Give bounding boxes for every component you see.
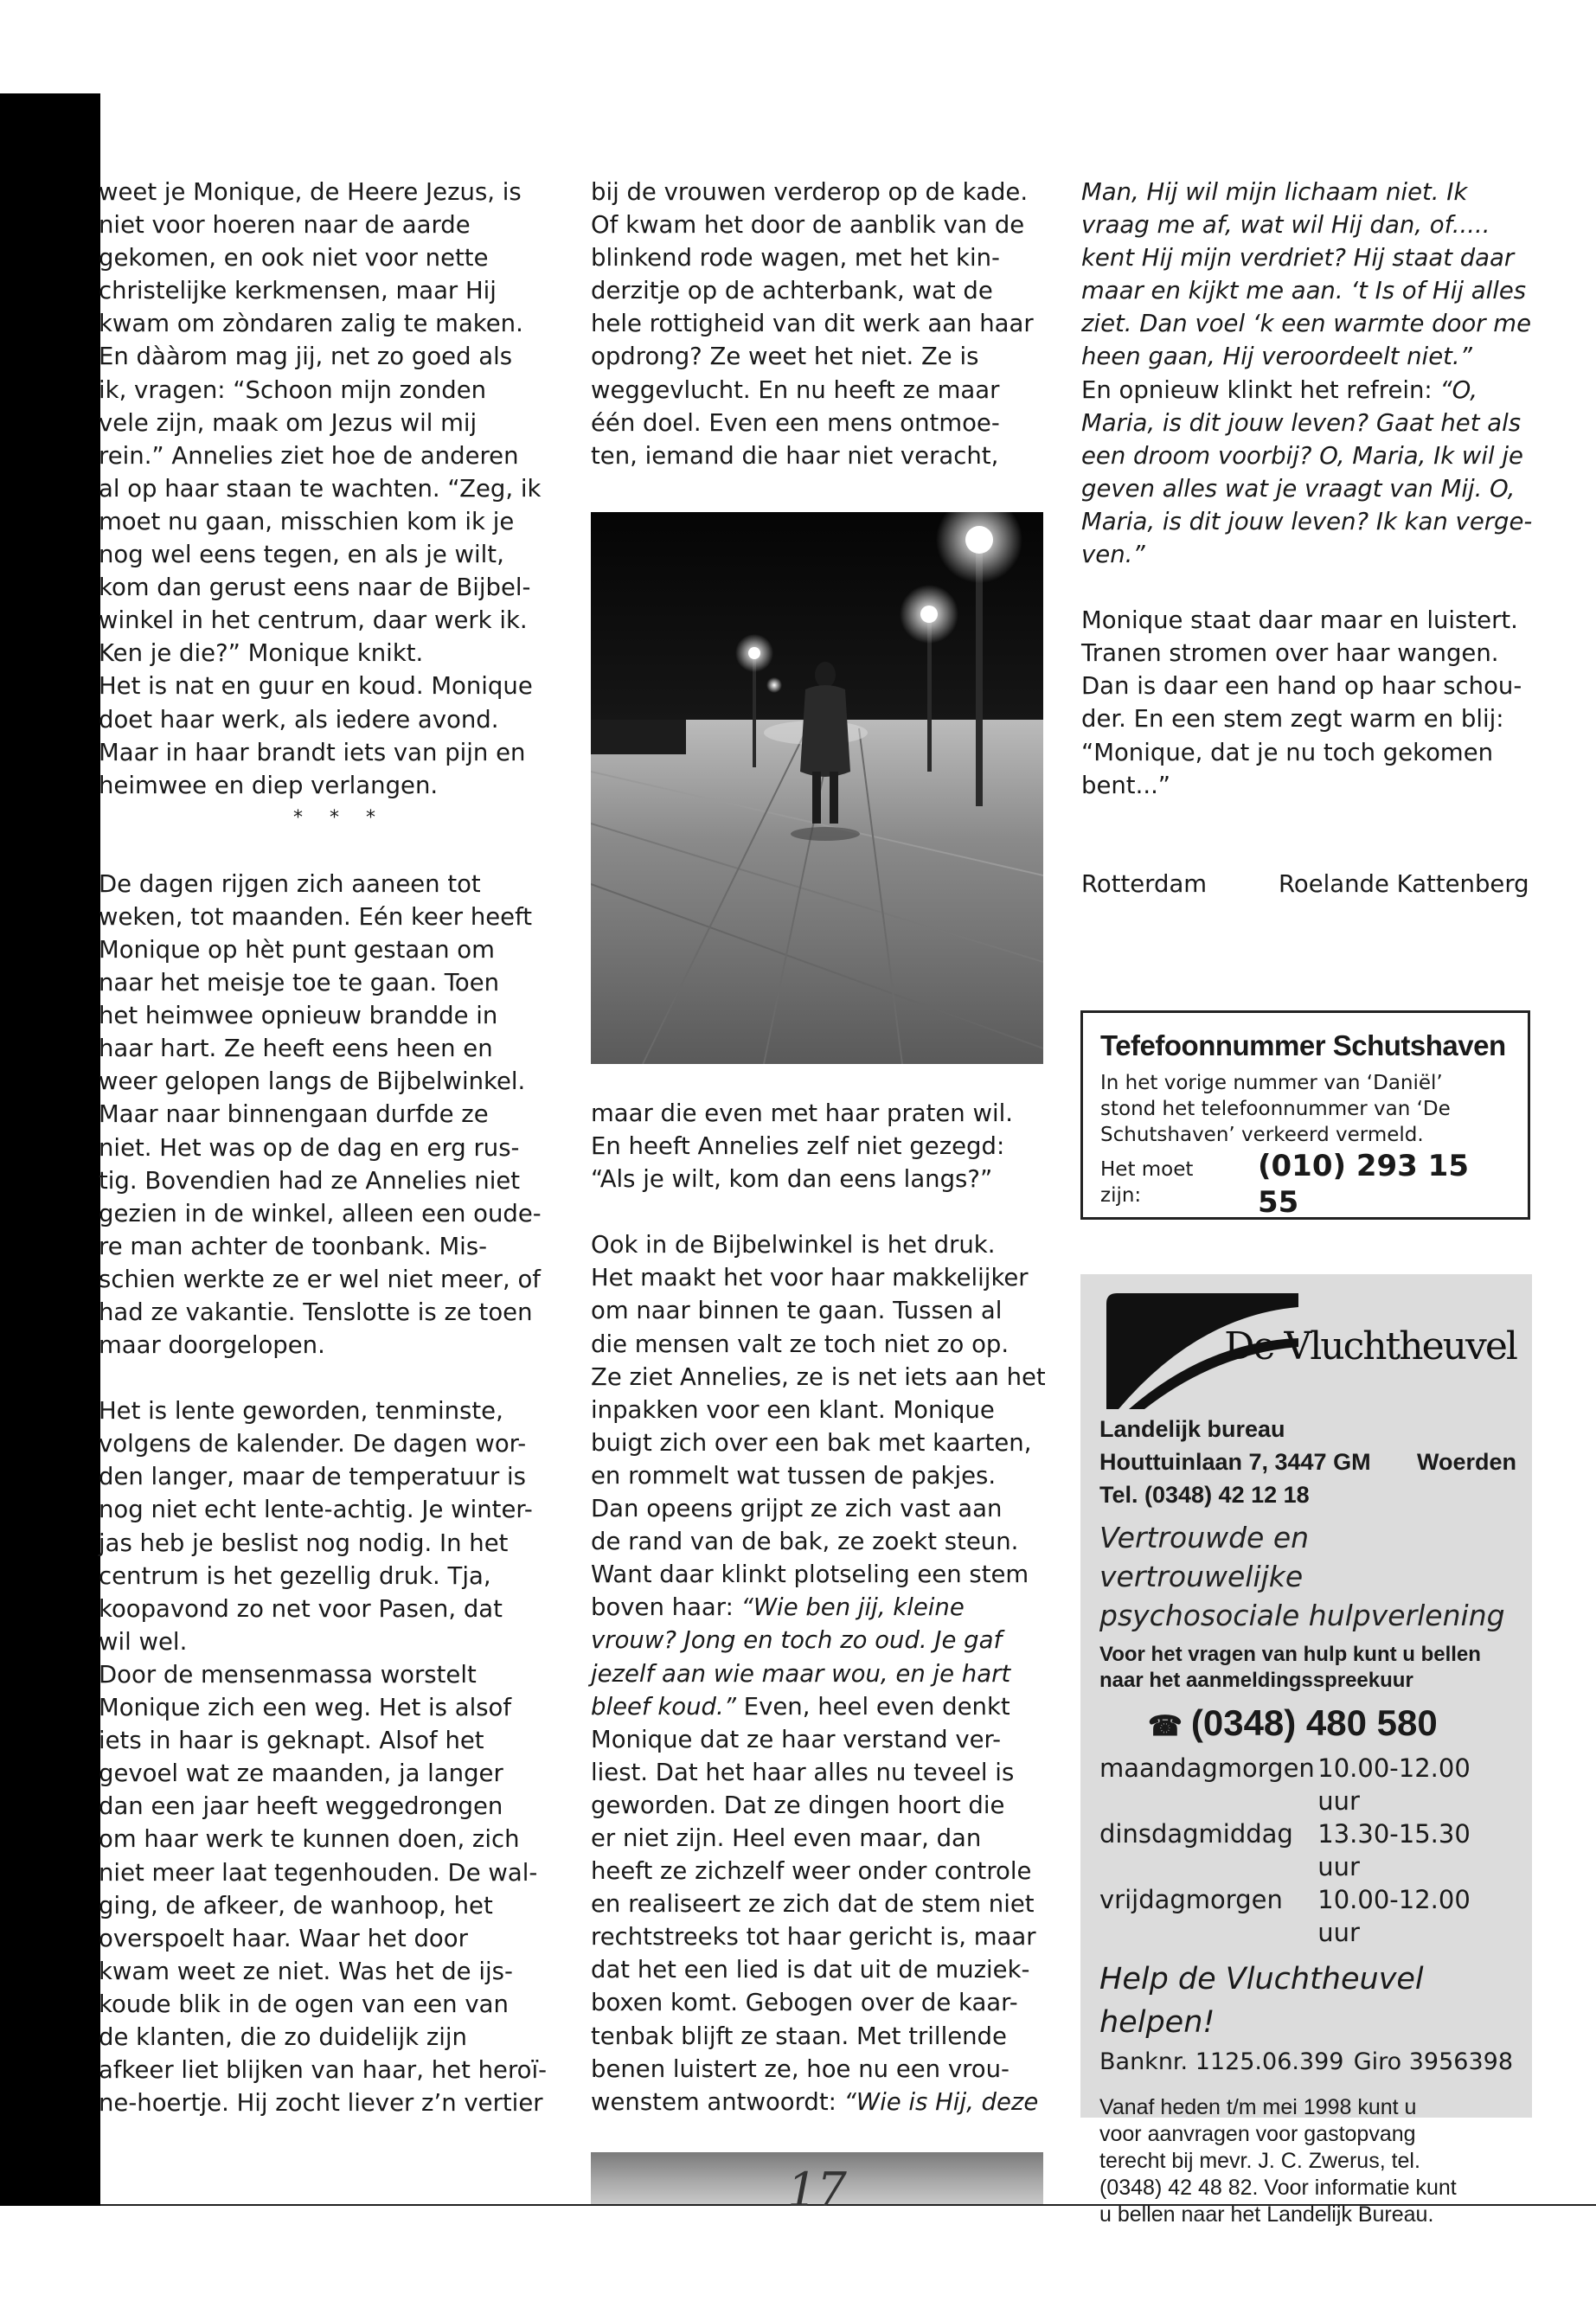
helpline-phone <box>1093 1697 1520 1752</box>
article-column-1 <box>99 176 566 2119</box>
page-number-tab <box>591 2152 1043 2217</box>
text-run: Even, heel even denkt Monique dat ze haar verstand ver- liest. Dat het haar alles nu teveel is geworden. Dat ze dingen hoort die er niet zijn. Heel even maar, dan heeft ze zichzelf weer onder controle en realiseert ze zich dat de stem niet rechtstreeks tot haar gericht is, maar dat het een lied is dat uit de muziek- boxen komt. Gebogen over de kaar- tenbak blijft ze staan. Met trillende benen luistert ze, hoe nu een vrou- wenstem antwoordt: <box>591 1692 1036 2116</box>
hours-row: vrijdagmorgen 10.00-12.00 uur <box>1099 1885 1471 1947</box>
article-column-3 <box>1081 176 1540 802</box>
article-author: Roelande Kattenberg <box>1279 870 1529 898</box>
article-column-2-top <box>591 176 1051 472</box>
phone-correction-box <box>1080 1010 1530 1220</box>
vluchtheuvel-advertisement <box>1080 1274 1532 2227</box>
song-lyrics: “Wie ben jij, kleine vrouw? Jong en toch zo oud. Je gaf jezelf aan wie maar wou, en je hart bleef koud.” <box>591 1593 1011 1721</box>
song-lyrics: “O, Maria, is dit jouw leven? Gaat het als een droom voorbij? O, Maria, Ik wil je geven alles wat je vraagt van Mij. O, Maria, is dit jouw leven? Ik kan verge- ven.” <box>1081 375 1533 569</box>
article-paragraph: bij de vrouwen verderop op de kade. Of kwam het door de aanblik van de blinkend rode wagen, met het kin- derzitje op de achterbank, wat de hele rottigheid van dit werk aan haar opdrong? Ze weet het niet. Ze is weggevlucht. En nu heeft ze maar één doel. Even een mens ontmoe- ten, iemand die haar niet veracht, <box>591 178 1034 470</box>
article-paragraph: Het is lente geworden, tenminste, volgens de kalender. De dagen wor- den langer, maar de temperatuur is nog niet echt lente-achtig. Je winter- jas heb je beslist nog nodig. In het centrum is het gezellig druk. Tja, koopavond zo net voor Pasen, dat wil wel. Door de mensenmassa worstelt Monique zich een weg. Het is alsof iets in haar is geknapt. Alsof het gevoel wat ze maanden, ja langer dan een jaar heeft weggedrongen om haar werk te kunnen doen, zich niet meer laat tegenhouden. De wal- ging, de afkeer, de wanhoop, het overspoelt haar. Waar het door kwam weet ze niet. Was het de ijs- koude blik in de ogen van een van de klanten, die zo duidelijk zijn afkeer liet blijken van haar, het heroï- ne-hoertje. Hij zocht liever z’n vertier <box>99 1397 548 2118</box>
address-street: Houttuinlaan 7, 3447 GM <box>1099 1449 1371 1475</box>
song-lyrics: “Wie is Hij, deze <box>843 2087 1039 2116</box>
page-edge-black-bar <box>0 93 100 2206</box>
article-paragraph <box>1081 176 1540 571</box>
article-place: Rotterdam <box>1081 870 1208 898</box>
giro-number: Giro 3956398 <box>1353 2048 1513 2075</box>
photo-illustration <box>591 512 1043 1064</box>
article-paragraph: maar die even met haar praten wil. En heeft Annelies zelf niet gezegd: “Als je wilt, kom dan eens langs?” <box>591 1099 1013 1194</box>
ad-call-text: Voor het vragen van hulp kunt u bellen naar het aanmeldingsspreekuur <box>1099 1643 1481 1692</box>
ad-notice: Vanaf heden t/m mei 1998 kunt u voor aanvragen voor gastopvang terecht bij mevr. J. C. Zwerus, tel. (0348) 42 48 82. Voor informatie kunt u bellen naar het Landelijk Bureau. <box>1099 2095 1457 2227</box>
phone-box-number: (010) 293 15 55 <box>1257 1149 1469 1220</box>
ad-slogan: Help de Vluchtheuvel helpen! <box>1099 1962 1424 2040</box>
bureau-address <box>1093 1445 1520 1478</box>
address-city: Woerden <box>1416 1449 1516 1475</box>
night-street-photo <box>591 512 1043 1064</box>
logo-name: De Vluchtheuvel <box>1224 1324 1516 1368</box>
article-column-2-bottom <box>591 1097 1051 2118</box>
phone-icon: ☎ <box>1148 1710 1183 1741</box>
phone-box-row <box>1100 1148 1510 1221</box>
bank-details <box>1093 2046 1520 2079</box>
article-paragraph: Monique staat daar maar en luistert. Tranen stromen over haar wangen. Dan is daar een hand op haar schou- der. En een stem zegt warm en blij: “Monique, dat je nu toch gekomen bent...” <box>1081 606 1522 799</box>
song-lyrics: Man, Hij wil mijn lichaam niet. Ik vraag me af, wat wil Hij dan, of..... kent Hij mijn verdriet? Hij staat daar maar en kijkt me aan. ‘t Is of Hij alles ziet. Dan voel ‘k een warmte door me heen gaan, Hij veroordeelt niet.” <box>1081 178 1532 371</box>
text-run: Ook in de Bijbelwinkel is het druk. Het maakt het voor haar makkelijker om naar binnen te gaan. Tussen al die mensen valt ze toch niet zo op. Ze ziet Annelies, ze is net iets aan het inpakken voor een klant. Monique buigt zich over een bak met kaarten, en rommelt wat tussen de pakjes. Dan opeens grijpt ze zich vast aan de rand van de bak, ze zoekt steun. Want daar klinkt plotseling een stem boven haar: <box>591 1231 1046 1622</box>
article-paragraph: weet je Monique, de Heere Jezus, is niet voor hoeren naar de aarde gekomen, en ook niet voor nette christelijke kerkmensen, maar Hij kwam om zòndaren zalig te maken. En dààrom mag jij, net zo goed als ik, vragen: “Schoon mijn zonden vele zijn, maak om Jezus wil mij rein.” Annelies ziet hoe de anderen al op haar staan te wachten. “Zeg, ik moet nu gaan, misschien kom ik je nog wel eens tegen, en als je wilt, kom dan gerust eens naar de Bijbel- winkel in het centrum, daar werk ik. Ken je die?” Monique knikt. Het is nat en guur en koud. Monique doet haar werk, als iedere avond. Maar in haar brandt iets van pijn en heimwee en diep verlangen. <box>99 178 542 799</box>
bureau-label: Landelijk bureau <box>1099 1416 1285 1442</box>
phone-box-title: Tefefoonnummer Schutshaven <box>1100 1029 1506 1061</box>
phone-box-label: Het moet zijn: <box>1100 1158 1194 1207</box>
hours-row: maandagmorgen 10.00-12.00 uur <box>1099 1753 1471 1816</box>
helpline-number: (0348) 480 580 <box>1190 1702 1438 1743</box>
bureau-phone: Tel. (0348) 42 12 18 <box>1099 1482 1310 1508</box>
vluchtheuvel-logo <box>1093 1274 1520 1413</box>
page-number: 17 <box>787 2163 847 2217</box>
article-paragraph <box>591 1228 1051 2118</box>
hours-row: dinsdagmiddag 13.30-15.30 uur <box>1099 1819 1471 1881</box>
opening-hours <box>1093 1752 1520 1949</box>
text-run: En opnieuw klinkt het refrein: <box>1081 375 1433 404</box>
ad-tagline: Vertrouwde en vertrouwelijke psychosociale hulpverlening <box>1099 1521 1505 1632</box>
bank-number: Banknr. 1125.06.399 <box>1099 2048 1344 2075</box>
section-separator: * * * <box>293 806 386 829</box>
article-paragraph: De dagen rijgen zich aaneen tot weken, tot maanden. Eén keer heeft Monique op hèt punt gestaan om naar het meisje toe te gaan. Toen het heimwee opnieuw brandde in haar hart. Ze heeft eens heen en weer gelopen langs de Bijbelwinkel. Maar naar binnengaan durfde ze niet. Het was op de dag en erg rus- tig. Bovendien had ze Annelies niet gezien in de winkel, alleen een oude- re man achter de toonbank. Mis- schien werkte ze er wel niet meer, of had ze vakantie. Tenslotte is ze toen maar doorgelopen. <box>99 869 542 1360</box>
phone-box-text: In het vorige nummer van ‘Daniël’ stond het telefoonnummer van ‘De Schutshaven’ verkeerd vermeld. <box>1100 1072 1451 1146</box>
article-signature <box>1081 868 1548 901</box>
